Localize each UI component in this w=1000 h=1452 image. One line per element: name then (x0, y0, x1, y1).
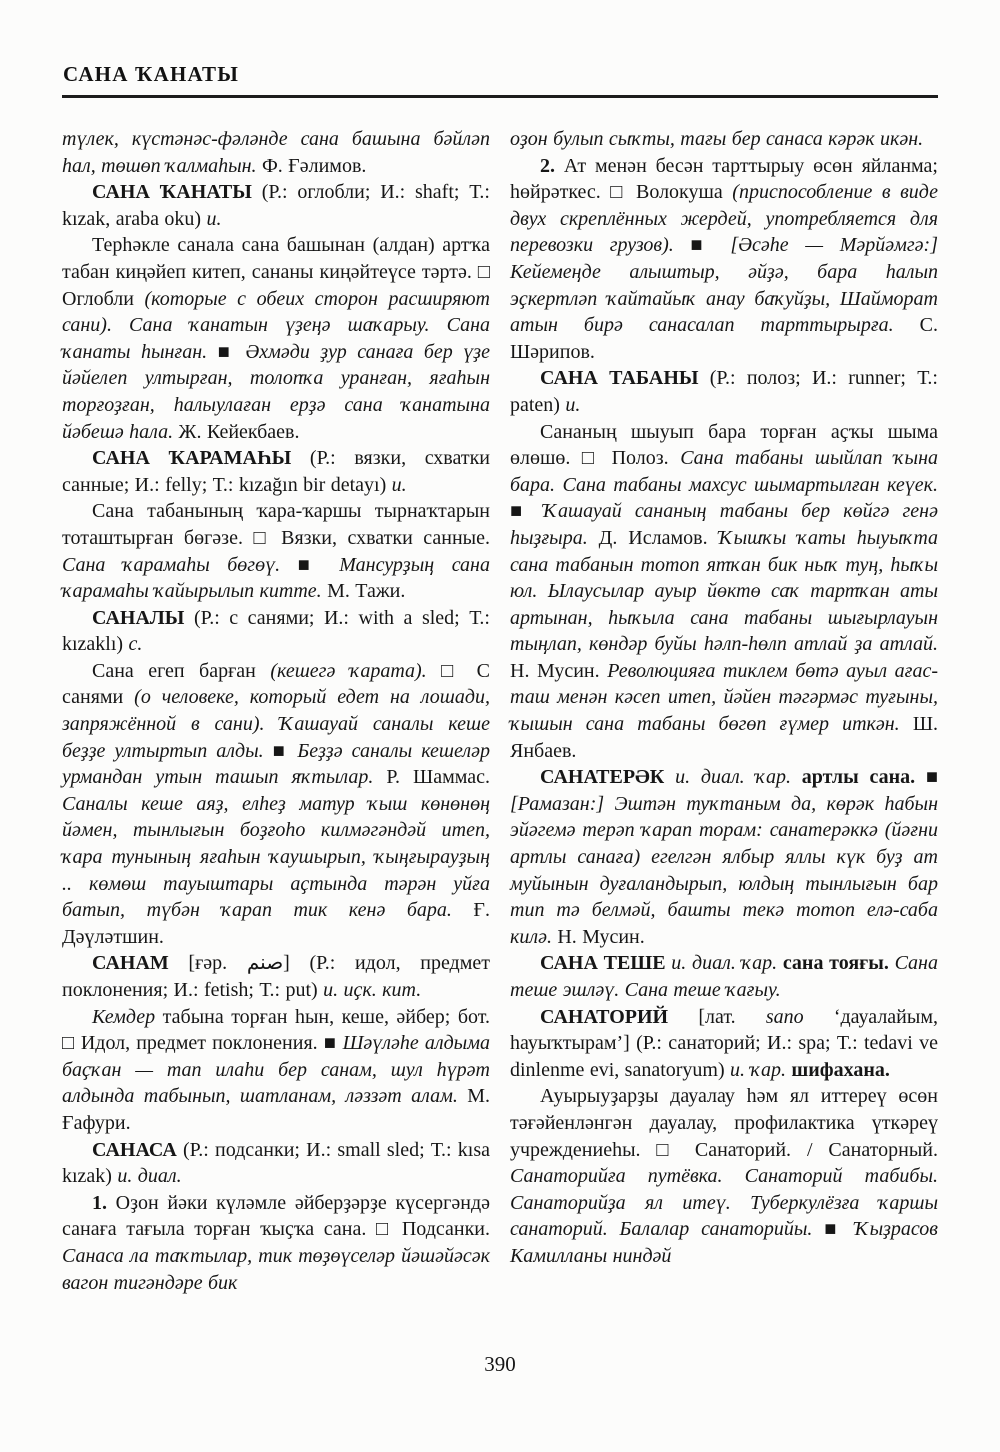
text-segment: (Р.: оглобли; И.: shaft; Т.: kızak, araba oku) (62, 181, 490, 230)
text-segment: Сана егеп барған (92, 659, 271, 682)
text-segment: Ф. Ғәлимов. (256, 154, 367, 177)
page-number: 390 (484, 1352, 516, 1376)
text-segment: ■ (812, 1218, 855, 1241)
left-column (62, 126, 490, 1296)
headword: САНА ҠАНАТЫ (92, 181, 252, 204)
header-rule (62, 95, 938, 98)
text-segment: и. ҡар. (730, 1058, 792, 1081)
text-segment: Сана теше эшләү. Сана теше ҡағыу. (510, 952, 938, 1001)
paragraph (510, 1083, 938, 1269)
text-segment: оҙон булып сыҡты, тағы бер санаса кәрәк икән. (510, 128, 924, 150)
right-column (510, 126, 938, 1296)
text-segment: Ҡашауай сананың табаны бер көйгә генә һыҙғыра. (510, 500, 938, 549)
paragraph (62, 1190, 490, 1296)
text-segment: (Р.: вязки, схватки санные; И.: felly; Т.: kızağın bir detayı) (62, 447, 491, 496)
text-segment: Ҡыҙрасов Камилланы ниндәй (510, 1218, 938, 1267)
text-segment: С. Шәрипов. (510, 314, 938, 363)
text-segment: М. Тажи. (321, 580, 406, 603)
text-segment: Революцияға тиклем бөтә ауыл ағас-таш менән кәсеп итеп, йәйен тәгәрмәс туғыны, ҡышын сана табаны бөгөп ғүмер иткән. (510, 659, 938, 736)
text-segment: [ғәр. صنم] (Р.: идол, предмет поклонения; И.: fetish; Т.: put) (62, 952, 491, 1001)
text-segment: Терһәкле санала сана башынан (алдан) артҡа табан киңәйеп китеп, сананы киңәйтеүсе тәртә. □ Оглобли (62, 234, 490, 310)
headword: шифахана. (791, 1058, 890, 1081)
text-segment: и. диал. ҡар. (665, 952, 783, 975)
text-segment: Беҙҙә саналы кешеләр урмандан утын ташып яҡтылар. (62, 739, 490, 789)
headword: САНА ТЕШЕ (540, 952, 666, 975)
text-segment: Ш. Янбаев. (510, 713, 938, 762)
running-head: САНА ҠАНАТЫ (63, 62, 240, 86)
text-segment: ‘дауалайым, һауыҡтырам’] (Р.: санаторий; И.: spa; Т.: tedavi ve dinlenme evi, sanatoryum) (510, 1005, 938, 1081)
text-segment: с. (128, 633, 143, 656)
paragraph (510, 764, 938, 950)
headword: САНАТОРИЙ (540, 1005, 669, 1028)
text-columns (62, 126, 938, 1296)
paragraph (62, 179, 490, 232)
text-segment: и. иҫк. кит. (323, 979, 422, 1001)
text-segment: Шәүләһе алдыма баҫҡан — тап илаһи бер санам, шул һүрәт алдында табынып, шатланам, ләззәт алам. (62, 1032, 490, 1108)
text-segment: ■ (673, 234, 731, 257)
text-segment: Оҙон йәки күләмле әйберҙәрҙе күсергәндә санаға тағыла торған ҡыҫҡа сана. □ Подсанки. (62, 1191, 490, 1241)
text-segment: Ат менән бесән тарттырыу өсөн яйланма; һөйрәткес. □ Волокуша (510, 154, 938, 204)
paragraph (510, 365, 938, 418)
paragraph (510, 1004, 938, 1084)
paragraph (62, 232, 490, 445)
text-segment: Сананың шыуып бара торған аҫҡы шыма өлөшө. □ Полоз. (510, 420, 938, 470)
headword: САНАЛЫ (92, 606, 185, 629)
text-segment: ■ (207, 340, 246, 363)
text-segment: М. Ғафури. (62, 1085, 490, 1134)
paragraph (62, 1004, 490, 1137)
text-segment: Әхмәди ҙур санаға бер үҙе йәйелеп ултырған, толопҡа уранған, яғаһын торғоҙған, һалыулаған ерҙә сана ҡанатына йәбешә һала. (62, 340, 490, 443)
text-segment: (Р.: полоз; И.: runner; Т.: paten) (510, 367, 938, 416)
text-segment: Ж. Кейекбаев. (173, 420, 300, 443)
text-segment: Ауырыуҙарҙы дауалау һәм ял иттереү өсөн тәғәйенләнгән дауалау, профилактика үткәреү учреждениеһы. □ Санаторий. / Санаторный. (510, 1085, 938, 1161)
text-segment: Сана ҡарамаһы бөгөү. (62, 553, 281, 576)
text-segment: и. (391, 473, 407, 496)
text-segment: ■ (263, 739, 298, 762)
paragraph (510, 950, 938, 1003)
paragraph (62, 658, 490, 951)
headword: артлы сана. (801, 766, 916, 789)
text-segment: Ҡышҡы ҡаты һыуыҡта сана табанын тотоп ятҡан бик ныҡ туң, һыҡы юл. Ылаусылар ауыр йөктө саҡ тартҡан аты артынан, һыҡыла сана табаны шығырлауын тыңлап, көндәр буйы һәлп-һөлп атлай ҙа атлай. (510, 526, 939, 656)
headword: САНА ТАБАНЫ (540, 367, 699, 390)
text-segment: түлек, күстәнәс-фәләнде сана башына бәйләп һал, төшөп ҡалмаһын. (62, 128, 490, 177)
paragraph (62, 126, 490, 179)
headword: САНАМ (92, 952, 169, 975)
text-segment: ■ (280, 553, 340, 576)
text-segment: □ С санями (62, 659, 490, 709)
text-segment: ■ (510, 500, 544, 523)
text-segment: [Әсәһе — Мәрйәмгә:] Кейемеңде алыштыр, әйҙә, бара һалып эҫкертләп ҡайтайыҡ анау баҡуйҙы, Шайморат атын бирә санасалап тарттырырға. (510, 234, 938, 337)
text-segment: Д. Исламов. (587, 526, 719, 549)
text-segment: (кешегә ҡарата). (270, 659, 427, 682)
paragraph (62, 950, 490, 1003)
text-segment: (Р.: с санями; И.: with a sled; Т.: kızaklı) (62, 606, 490, 656)
text-segment: Р. Шаммас. (373, 766, 490, 789)
text-segment: и. (206, 207, 222, 230)
text-segment: [лат. (668, 1005, 766, 1028)
headword: САНА ҠАРАМАҺЫ (92, 447, 292, 470)
paragraph (510, 419, 938, 765)
text-segment: Н. Мусин. (510, 659, 608, 682)
text-segment: Ғ. Дәүләтшин. (62, 899, 490, 948)
paragraph (510, 126, 938, 153)
text-segment: Н. Мусин. (551, 925, 645, 948)
text-segment: Сана табанының ҡара-ҡаршы тырнаҡтарын тоташтырған бөгәзе. □ Вязки, схватки санные. (62, 500, 490, 549)
paragraph (62, 498, 490, 604)
text-segment: (приспособление в виде двух скреплённых жердей, употребляется для перевозки грузов). (510, 181, 939, 257)
text-segment: Сана табаны шыйлап ҡына бара. Сана табаны махсус шымартылған кеүек. (510, 447, 938, 496)
paragraph (62, 605, 490, 658)
headword: САНАТЕРӘК (540, 766, 665, 789)
headword: 2. (540, 154, 555, 177)
headword: САНАСА (92, 1138, 177, 1161)
paragraph (510, 153, 938, 366)
paragraph (62, 1137, 490, 1190)
text-segment: (Р.: подсанки; И.: small sled; Т.: kısa kızak) (62, 1138, 490, 1188)
text-segment: ■ (915, 766, 938, 789)
text-segment: Саналы кеше аяҙ, елһеҙ матур ҡыш көнөнөң йәмен, тынлығын боҙғоһо килмәгәндәй итеп, ҡара тунының яғаһын ҡаушырып, ҡыңғырауҙың .. көмөш тауыштары аҫтында тәрән уйға батып, түбән ҡарап тик кенә бара. (62, 792, 490, 922)
paragraph (62, 445, 490, 498)
text-segment: и. диал. (117, 1165, 182, 1188)
text-segment: и. (565, 393, 581, 416)
text-segment: и. диал. ҡар. (664, 766, 802, 789)
text-segment: Санаторийға путёвка. Санаторий табибы. Санаторийҙа ял итеү. Туберкулёзға ҡаршы санаторий. Балалар санаторийы. (510, 1165, 938, 1241)
text-segment: табына торған һын, кеше, әйбер; бот. □ Идол, предмет поклонения. ■ (62, 1005, 490, 1055)
text-segment: [Рамазан:] Эштән туҡтаным да, көрәк һабын эйәгемә терәп ҡарап торам: санатерәккә (йәғни артлы санаға) егелгән ялбыр яллы күк буҙ ат муйынын дуғаландырып, юлдың тынлығын бар тип тә белмәй, башты текә тотоп елә-саба килә. (510, 792, 938, 948)
text-segment: (которые с обеих сторон расширяют сани). Сана ҡанатын үҙеңә шаҡарыу. Сана ҡанаты һынған. (62, 287, 490, 363)
text-segment: sano (765, 1005, 804, 1028)
text-segment: (о человеке, который едет на лошади, запряжённой в сани). Ҡашауай саналы кеше беҙҙе ултыртып алды. (62, 686, 490, 762)
headword: сана тояғы. (782, 952, 889, 975)
text-segment: Мансурҙың сана ҡарамаһы ҡайырылып китте. (62, 553, 490, 603)
text-segment: Кемдер (92, 1005, 156, 1028)
text-segment: Санаса ла таҡтылар, тик төҙөүселәр йәшәйәсәк вагон тигәндәре бик (62, 1244, 490, 1294)
headword: 1. (92, 1191, 107, 1214)
